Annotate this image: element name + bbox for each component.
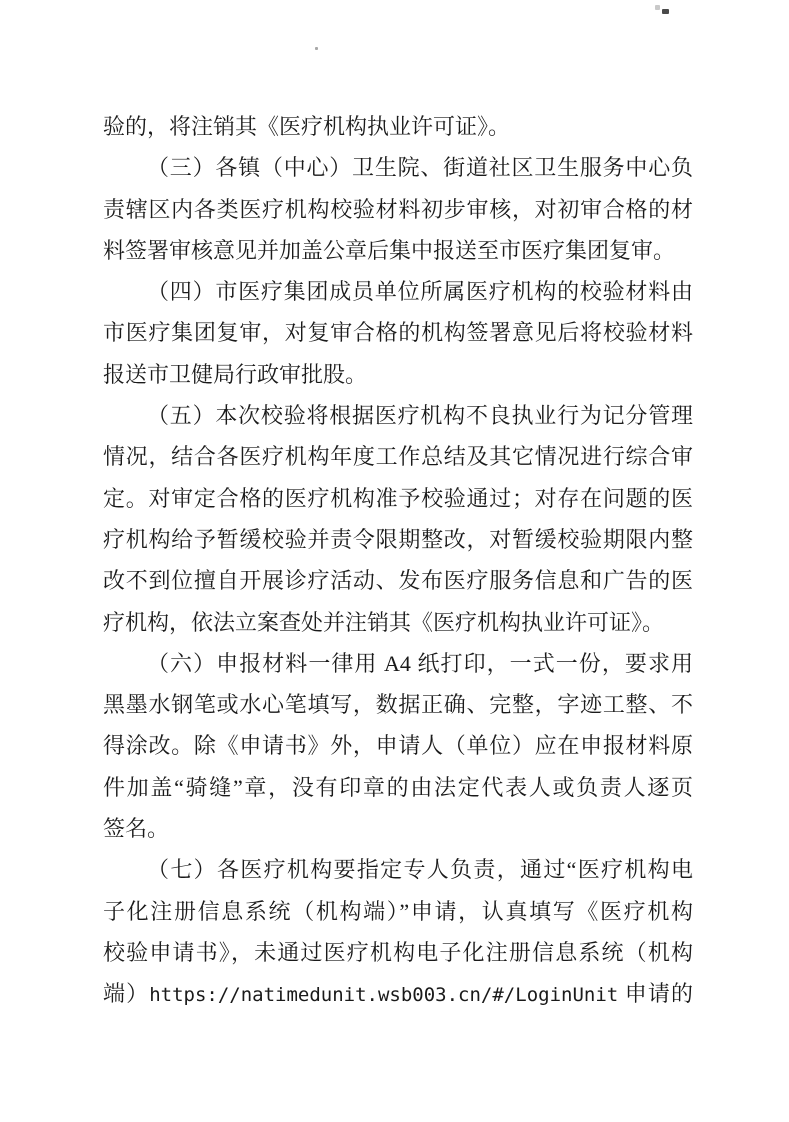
paragraph [103, 643, 693, 849]
text-line: 市医疗集团复审，对复审合格的机构签署意见后将校验材料 [103, 320, 693, 346]
text-line: 改不到位擅自开展诊疗活动、发布医疗服务信息和广告的医 [103, 568, 693, 594]
text-line: 签名。 [103, 816, 170, 842]
paragraph [103, 395, 693, 643]
text-line: （五）本次校验将根据医疗机构不良执业行为记分管理 [147, 403, 693, 429]
url-suffix-text: 申请的 [618, 981, 693, 1007]
text-line: 验的，将注销其《医疗机构执业许可证》。 [103, 114, 511, 139]
text-line: 得涂改。除《申请书》外，申请人（单位）应在申报材料原 [103, 733, 693, 759]
text-line: 疗机构，依法立案查处并注销其《医疗机构执业许可证》。 [103, 609, 665, 635]
paragraph [103, 147, 693, 271]
text-line: 件加盖“骑缝”章，没有印章的由法定代表人或负责人逐页 [103, 774, 693, 800]
text-line: 报送市卫健局行政审批股。 [103, 361, 368, 387]
text-line: 校验申请书》，未通过医疗机构电子化注册信息系统（机构 [103, 939, 693, 965]
text-line: 情况，结合各医疗机构年度工作总结及其它情况进行综合审 [103, 444, 693, 470]
document-text [103, 106, 693, 1015]
paragraph [103, 106, 693, 147]
text-line: 定。对审定合格的医疗机构准予校验通过；对存在问题的医 [103, 485, 693, 511]
text-line: （六）申报材料一律用 A4 纸打印，一式一份，要求用 [147, 650, 693, 676]
scan-speck [315, 47, 318, 50]
text-line: （七）各医疗机构要指定专人负责，通过“医疗机构电 [147, 857, 693, 883]
paragraph [103, 849, 693, 1014]
text-line: 子化注册信息系统（机构端）”申请，认真填写《医疗机构 [103, 898, 693, 924]
text-line: （三）各镇（中心）卫生院、街道社区卫生服务中心负 [147, 155, 693, 181]
text-line: 料签署审核意见并加盖公章后集中报送至市医疗集团复审。 [103, 237, 676, 263]
url-prefix-text: 端） [103, 981, 150, 1007]
paragraph [103, 271, 693, 395]
url-text: https://natimedunit.wsb003.cn/#/LoginUnit [149, 984, 619, 1007]
text-line url-line [103, 973, 693, 1014]
text-line: 责辖区内各类医疗机构校验材料初步审核，对初审合格的材 [103, 196, 693, 222]
text-line: 疗机构给予暂缓校验并责令限期整改，对暂缓校验期限内整 [103, 526, 693, 552]
text-line: （四）市医疗集团成员单位所属医疗机构的校验材料由 [147, 279, 693, 305]
scan-speck [662, 9, 669, 14]
text-line: 黑墨水钢笔或水心笔填写，数据正确、完整，字迹工整、不 [103, 692, 693, 718]
scan-speck [655, 5, 660, 10]
